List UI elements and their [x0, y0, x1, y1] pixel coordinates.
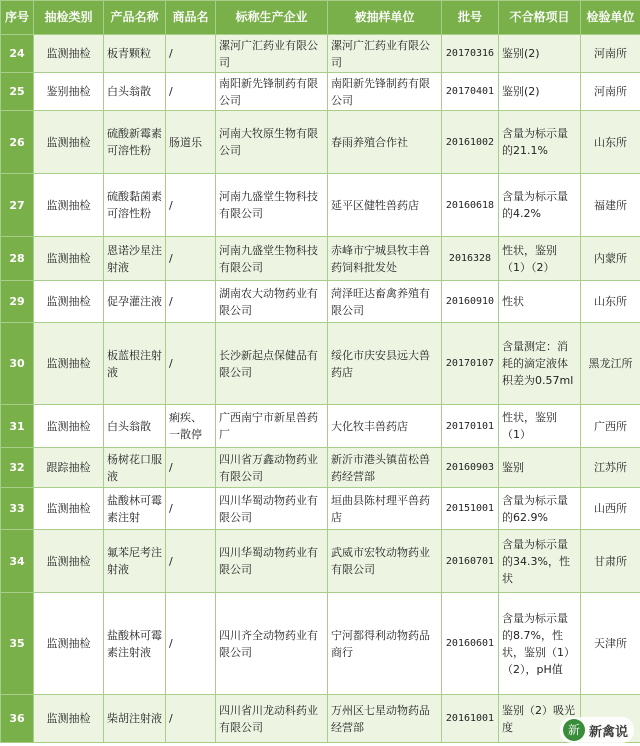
cell-product: 柴胡注射液 — [104, 695, 166, 743]
cell-seq: 31 — [1, 405, 34, 448]
header-brand: 商品名 — [166, 1, 216, 35]
cell-brand: / — [166, 530, 216, 593]
cell-seq: 26 — [1, 111, 34, 174]
cell-batch: 20151001 — [442, 488, 499, 530]
table-row — [1, 111, 640, 174]
header-row — [1, 1, 640, 35]
cell-batch: 2016328 — [442, 237, 499, 281]
cell-product: 恩诺沙星注射液 — [104, 237, 166, 281]
cell-item: 性状 — [499, 281, 581, 323]
table-row — [1, 281, 640, 323]
cell-item: 性状，鉴别（1）（2） — [499, 237, 581, 281]
header-item: 不合格项目 — [499, 1, 581, 35]
cell-item: 鉴别（2）吸光度 — [499, 695, 581, 743]
cell-dept: 黑龙江所 — [581, 323, 640, 405]
cell-item: 鉴别 — [499, 448, 581, 488]
table-row — [1, 174, 640, 237]
cell-batch: 20160701 — [442, 530, 499, 593]
cell-item: 含量为标示量的8.7%，性状，鉴别（1）（2），pH值 — [499, 593, 581, 695]
cell-sampled: 漯河广汇药业有限公司 — [328, 35, 442, 73]
cell-seq: 25 — [1, 73, 34, 111]
cell-brand: / — [166, 73, 216, 111]
cell-sampled: 垣曲县陈村理平兽药店 — [328, 488, 442, 530]
cell-seq: 29 — [1, 281, 34, 323]
header-dept: 检验单位 — [581, 1, 640, 35]
cell-product: 促孕灌注液 — [104, 281, 166, 323]
cell-maker: 四川华蜀动物药业有限公司 — [216, 530, 328, 593]
table-row — [1, 488, 640, 530]
cell-dept: 河南所 — [581, 73, 640, 111]
cell-brand: / — [166, 488, 216, 530]
header-batch: 批号 — [442, 1, 499, 35]
cell-maker: 河南大牧原生物有限公司 — [216, 111, 328, 174]
cell-batch: 20161001 — [442, 695, 499, 743]
cell-item: 含量为标示量的34.3%，性状 — [499, 530, 581, 593]
table-body — [1, 35, 640, 743]
cell-maker: 漯河广汇药业有限公司 — [216, 35, 328, 73]
cell-brand: / — [166, 174, 216, 237]
cell-dept: 广西所 — [581, 405, 640, 448]
cell-maker: 湖南农大动物药业有限公司 — [216, 281, 328, 323]
cell-seq: 28 — [1, 237, 34, 281]
cell-type: 监测抽检 — [34, 593, 104, 695]
cell-seq: 34 — [1, 530, 34, 593]
table-row — [1, 695, 640, 743]
cell-seq: 33 — [1, 488, 34, 530]
cell-batch: 20170316 — [442, 35, 499, 73]
cell-dept: 山东所 — [581, 111, 640, 174]
cell-sampled: 春雨养殖合作社 — [328, 111, 442, 174]
cell-sampled: 绥化市庆安县远大兽药店 — [328, 323, 442, 405]
cell-batch: 20170107 — [442, 323, 499, 405]
cell-dept: 山东所 — [581, 281, 640, 323]
cell-batch: 20160601 — [442, 593, 499, 695]
cell-brand: 痢疾、一散停 — [166, 405, 216, 448]
cell-item: 含量为标示量的62.9% — [499, 488, 581, 530]
table-row — [1, 448, 640, 488]
cell-batch: 20160903 — [442, 448, 499, 488]
cell-item: 含量测定：消耗的滴定液体积差为0.57ml — [499, 323, 581, 405]
cell-sampled: 宁河都得利动物药品商行 — [328, 593, 442, 695]
cell-product: 盐酸林可霉素注射液 — [104, 593, 166, 695]
wechat-logo-icon: 新 — [563, 719, 585, 741]
cell-dept: 天津所 — [581, 593, 640, 695]
cell-item: 鉴别(2) — [499, 35, 581, 73]
cell-brand: 肠道乐 — [166, 111, 216, 174]
cell-maker: 南阳新先锋制药有限公司 — [216, 73, 328, 111]
cell-brand: / — [166, 448, 216, 488]
cell-seq: 24 — [1, 35, 34, 73]
table-row — [1, 593, 640, 695]
cell-item: 性状，鉴别（1） — [499, 405, 581, 448]
cell-seq: 30 — [1, 323, 34, 405]
cell-maker: 河南九盛堂生物科技有限公司 — [216, 237, 328, 281]
cell-seq: 32 — [1, 448, 34, 488]
cell-product: 杨树花口服液 — [104, 448, 166, 488]
cell-brand: / — [166, 593, 216, 695]
cell-product: 硫酸新霉素可溶性粉 — [104, 111, 166, 174]
cell-maker: 四川省川龙动科药业有限公司 — [216, 695, 328, 743]
cell-type: 监测抽检 — [34, 323, 104, 405]
cell-sampled: 延平区健牲兽药店 — [328, 174, 442, 237]
cell-maker: 河南九盛堂生物科技有限公司 — [216, 174, 328, 237]
cell-seq: 35 — [1, 593, 34, 695]
cell-type: 监测抽检 — [34, 237, 104, 281]
cell-brand: / — [166, 281, 216, 323]
cell-sampled: 大化牧丰兽药店 — [328, 405, 442, 448]
table-row — [1, 237, 640, 281]
cell-type: 跟踪抽检 — [34, 448, 104, 488]
cell-dept: 内蒙所 — [581, 237, 640, 281]
table-row — [1, 323, 640, 405]
cell-brand: / — [166, 237, 216, 281]
header-sampled: 被抽样单位 — [328, 1, 442, 35]
cell-type: 监测抽检 — [34, 174, 104, 237]
cell-item: 含量为标示量的4.2% — [499, 174, 581, 237]
cell-seq: 27 — [1, 174, 34, 237]
header-type: 抽检类别 — [34, 1, 104, 35]
cell-type: 监测抽检 — [34, 695, 104, 743]
cell-batch: 20170401 — [442, 73, 499, 111]
watermark-text: 新禽说 — [588, 724, 628, 740]
cell-product: 盐酸林可霉素注射 — [104, 488, 166, 530]
cell-sampled: 南阳新先锋制药有限公司 — [328, 73, 442, 111]
header-maker: 标称生产企业 — [216, 1, 328, 35]
cell-item: 鉴别(2) — [499, 73, 581, 111]
watermark — [560, 717, 634, 743]
cell-sampled: 菏泽旺达畜禽养殖有限公司 — [328, 281, 442, 323]
cell-brand: / — [166, 35, 216, 73]
cell-type: 监测抽检 — [34, 405, 104, 448]
cell-brand: / — [166, 323, 216, 405]
header-seq: 序号 — [1, 1, 34, 35]
cell-maker: 四川齐全动物药业有限公司 — [216, 593, 328, 695]
cell-product: 氟苯尼考注射液 — [104, 530, 166, 593]
cell-maker: 四川华蜀动物药业有限公司 — [216, 488, 328, 530]
cell-sampled: 新沂市港头镇苗松兽药经营部 — [328, 448, 442, 488]
cell-type: 监测抽检 — [34, 530, 104, 593]
cell-brand: / — [166, 695, 216, 743]
cell-batch: 20161002 — [442, 111, 499, 174]
header-product: 产品名称 — [104, 1, 166, 35]
cell-sampled: 万州区七星动物药品经营部 — [328, 695, 442, 743]
table-row — [1, 405, 640, 448]
cell-batch: 20160618 — [442, 174, 499, 237]
cell-seq: 36 — [1, 695, 34, 743]
cell-sampled: 武威市宏牧动物药业有限公司 — [328, 530, 442, 593]
table-row — [1, 73, 640, 111]
cell-dept: 河南所 — [581, 35, 640, 73]
cell-product: 板青颗粒 — [104, 35, 166, 73]
cell-product: 白头翁散 — [104, 73, 166, 111]
cell-maker: 四川省万鑫动物药业有限公司 — [216, 448, 328, 488]
cell-dept: 山西所 — [581, 488, 640, 530]
cell-item: 含量为标示量的21.1% — [499, 111, 581, 174]
cell-type: 鉴别抽检 — [34, 73, 104, 111]
cell-dept: 福建所 — [581, 174, 640, 237]
cell-product: 硫酸黏菌素可溶性粉 — [104, 174, 166, 237]
cell-sampled: 赤峰市宁城县牧丰兽药饲料批发处 — [328, 237, 442, 281]
table-row — [1, 35, 640, 73]
cell-product: 白头翁散 — [104, 405, 166, 448]
cell-type: 监测抽检 — [34, 111, 104, 174]
cell-product: 板蓝根注射液 — [104, 323, 166, 405]
cell-type: 监测抽检 — [34, 281, 104, 323]
table-row — [1, 530, 640, 593]
cell-maker: 广西南宁市新星兽药厂 — [216, 405, 328, 448]
cell-type: 监测抽检 — [34, 35, 104, 73]
cell-batch: 20160910 — [442, 281, 499, 323]
cell-batch: 20170101 — [442, 405, 499, 448]
cell-maker: 长沙新起点保健品有限公司 — [216, 323, 328, 405]
cell-type: 监测抽检 — [34, 488, 104, 530]
cell-dept: 甘肃所 — [581, 530, 640, 593]
cell-dept: 江苏所 — [581, 448, 640, 488]
